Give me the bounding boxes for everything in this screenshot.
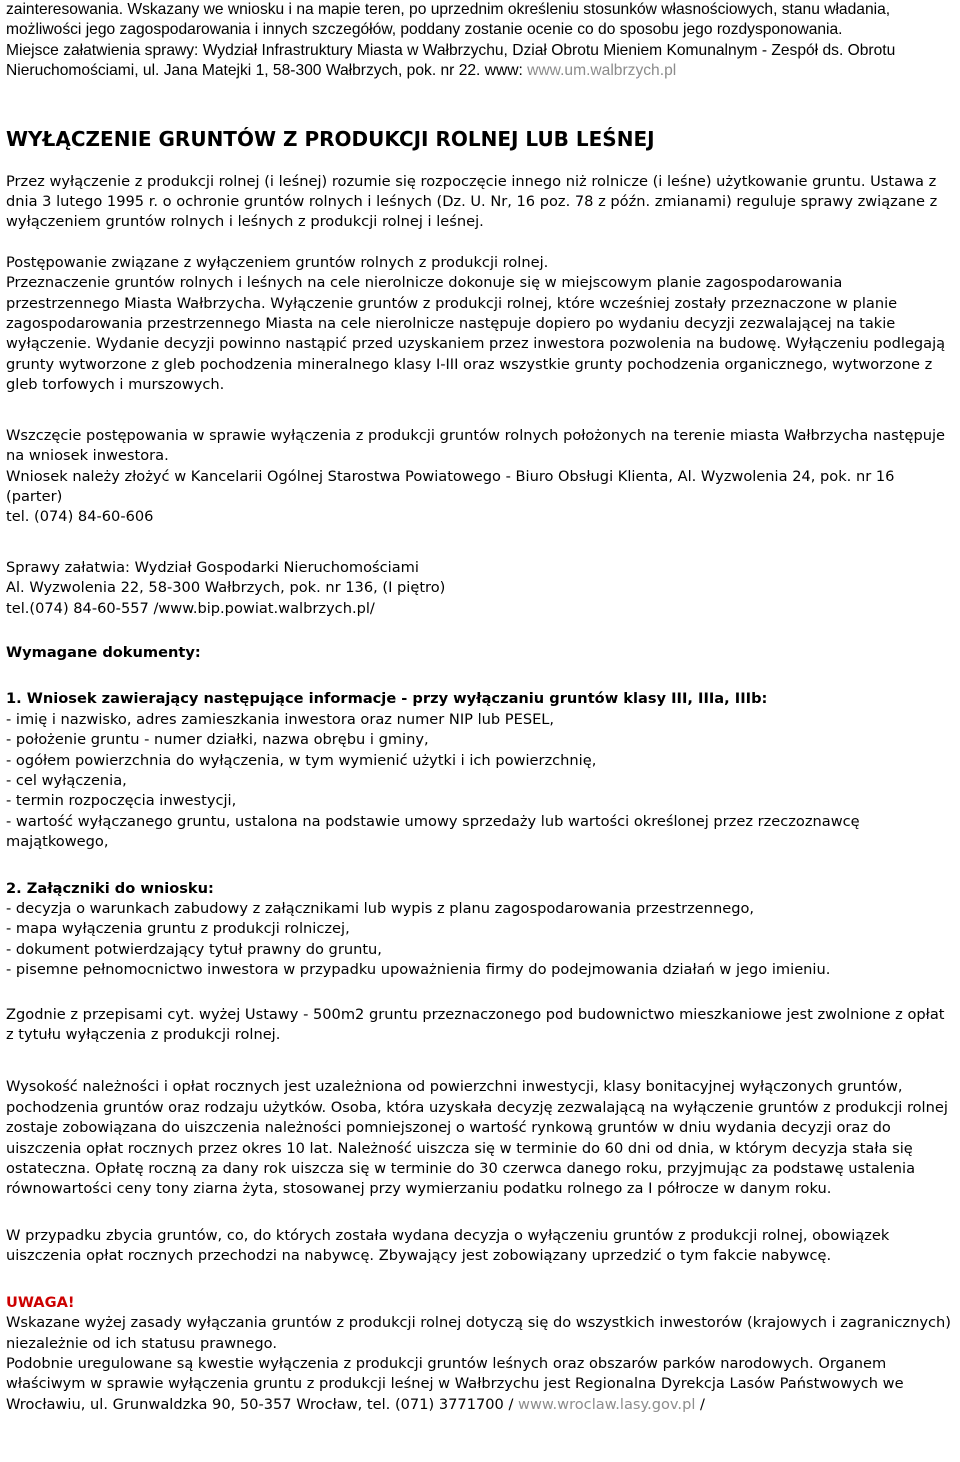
intro-text: zainteresowania. Wskazany we wniosku i na mapie teren, po uprzednim określeniu stosunków własnościowych, stanu władania, możliwości jego zagospodarowania i innych szczegółów, poddany zostanie ocenie co do sposobu jego rozdysponowania. [6,1,891,39]
page-title: WYŁĄCZENIE GRUNTÓW Z PRODUKCJI ROLNEJ LUB LEŚNEJ [6,126,655,151]
place-text: Miejsce załatwienia sprawy: Wydział Infrastruktury Miasta w Wałbrzychu, Dział Obrotu Mieniem Komunalnym - Zespół ds. Obrotu Nieruchomościami, ul. Jana Matejki 1, 58-300 Wałbrzych, pok. nr 22. www: [6,41,896,80]
list-item: - wartość wyłączanego gruntu, ustalona na podstawie umowy sprzedaży lub wartości określonej przez rzeczoznawcę majątkowego, [6,812,860,851]
spacer [6,233,954,253]
warning-line2-end: / [695,1395,705,1413]
sale-paragraph: W przypadku zbycia gruntów, co, do których została wydana decyzja o wyłączeniu gruntów z produkcji rolnej, obowiązek uiszczenia opłat rocznych przechodzi na nabywcę. Zbywający jest zobowiązany uprzedzić o tym fakcie nabywcę. [6,1226,890,1265]
list-item: - cel wyłączenia, [6,771,127,789]
spacer [6,528,954,558]
handled-by-address: Al. Wyzwolenia 22, 58-300 Wałbrzych, pok. nr 136, (I piętro) [6,579,446,597]
um-walbrzych-link[interactable]: www.um.walbrzych.pl [527,62,677,80]
warning-label: UWAGA! [6,1293,75,1311]
list-item: - imię i nazwisko, adres zamieszkania inwestora oraz numer NIP lub PESEL, [6,710,555,728]
spacer [6,663,954,689]
lasy-gov-link[interactable]: www.wroclaw.lasy.gov.pl [518,1395,696,1413]
list-item: - dokument potwierdzający tytuł prawny do gruntu, [6,940,382,958]
initiation-text: Wszczęcie postępowania w sprawie wyłączenia z produkcji gruntów rolnych położonych na terenie miasta Wałbrzycha następuje na wniosek inwestora. [6,426,945,465]
list-item: - pisemne pełnomocnictwo inwestora w przypadku upoważnienia firmy do podejmowania działań w jego imieniu. [6,961,831,979]
procedure-title: Postępowanie związane z wyłączeniem gruntów rolnych z produkcji rolnej. [6,253,549,271]
procedure-body: Przeznaczenie gruntów rolnych i leśnych na cele nierolnicze dokonuje się w miejscowym planie zagospodarowania przestrzennego Miasta Wałbrzycha. Wyłączenie gruntów z produkcji rolnej, które wcześniej zostały przeznaczone w planie zagospodarowania przestrzennego Miasta na cele nierolnicze następuje dopiero po wydaniu decyzji zezwalającej na takie wyłączenie. Wydanie decyzji powinno nastąpić przed uzyskaniem przez inwestora pozwolenia na budowę. Wyłączeniu podlegają grunty wytworzone z gleb pochodzenia mineralnego klasy I-III oraz wszystkie grunty pochodzenia organicznego, wytworzone z gleb torfowych i murszowych. [6,274,946,394]
list-item: - decyzja o warunkach zabudowy z załącznikami lub wypis z planu zagospodarowania przestrzennego, [6,900,755,917]
spacer [6,619,954,643]
spacer [6,1267,954,1293]
fees-paragraph: Wysokość należności i opłat rocznych jest uzależniona od powierzchni inwestycji, klasy bonitacyjnej wyłączonych gruntów, pochodzenia gruntów oraz rodzaju użytków. Osoba, która uzyskała decyzję zezwalającą na wyłączenie gruntów z produkcji rolnej zostaje zobowiązana do uiszczenia należności pomniejszonej o wartość rynkową gruntów w dniu wydania decyzji oraz do uiszczenia opłat rocznych przez okres 10 lat. Należność uiszcza się w terminie do 60 dni od dnia, w którym decyzja stała się ostateczna. Opłatę roczną za dany rok uiszcza się w terminie do 30 czerwca danego roku, przyjmując za podstawę ustalenia równowartości ceny tony ziarna żyta, stosowanej przy wymierzaniu podatku rolnego za I półrocze w danym roku. [6,1078,948,1198]
section1-title: 1. Wniosek zawierający następujące informacje - przy wyłączaniu gruntów klasy III, IIIa, IIIb: [6,690,768,708]
definition-paragraph: Przez wyłączenie z produkcji rolnej (i leśnej) rozumie się rozpoczęcie innego niż rolnicze (i leśne) użytkowanie gruntu. Ustawa z dnia 3 lutego 1995 r. o ochronie gruntów rolnych i leśnych (Dz. U. Nr, 16 poz. 78 z późn. zmianami) reguluje sprawy związane z wyłączeniem gruntów rolnych i leśnych z produkcji rolnej i leśnej. [6,172,938,231]
section2-list [6,899,954,981]
spacer [6,981,954,1005]
warning-line2 [6,1354,954,1415]
list-item: - mapa wyłączenia gruntu z produkcji rolniczej, [6,920,350,938]
warning-line1: Wskazane wyżej zasady wyłączania gruntów z produkcji rolnej dotyczą się do wszystkich inwestorów (krajowych i zagranicznych) niezależnie od ich statusu prawnego. [6,1314,951,1352]
list-item: - położenie gruntu - numer działki, nazwa obrębu i gminy, [6,731,429,749]
list-item: - ogółem powierzchnia do wyłączenia, w tym wymienić użytki i ich powierzchnię, [6,751,597,769]
intro-paragraph [6,0,954,41]
exemption-paragraph: Zgodnie z przepisami cyt. wyżej Ustawy - 500m2 gruntu przeznaczonego pod budownictwo mieszkaniowe jest zwolnione z opłat z tytułu wyłączenia z produkcji rolnej. [6,1005,945,1044]
initiation-phone: tel. (074) 84-60-606 [6,508,154,526]
place-paragraph [6,41,954,82]
required-documents-title: Wymagane dokumenty: [6,643,201,661]
list-item: - termin rozpoczęcia inwestycji, [6,792,237,810]
spacer [6,853,954,879]
spacer [6,1045,954,1077]
handled-by-contact: tel.(074) 84-60-557 /www.bip.powiat.walbrzych.pl/ [6,599,375,617]
section2-title: 2. Załączniki do wniosku: [6,879,214,897]
application-location: Wniosek należy złożyć w Kancelarii Ogólnej Starostwa Powiatowego - Biuro Obsługi Klienta, Al. Wyzwolenia 24, pok. nr 16 (parter) [6,467,895,505]
warning-line2-text: Podobnie uregulowane są kwestie wyłączenia z produkcji gruntów leśnych oraz obszarów parków narodowych. Organem właściwym w sprawie wyłączenia gruntu z produkcji leśnej w Wałbrzychu jest Regionalna Dyrekcja Lasów Państwowych we Wrocławiu, ul. Grunwaldzka 90, 50-357 Wrocław, tel. (071) 3771700 / [6,1354,904,1413]
spacer [6,396,954,416]
handled-by-department: Sprawy załatwia: Wydział Gospodarki Nieruchomościami [6,558,419,576]
spacer [6,1200,954,1226]
spacer [6,416,954,426]
section1-list [6,710,954,853]
